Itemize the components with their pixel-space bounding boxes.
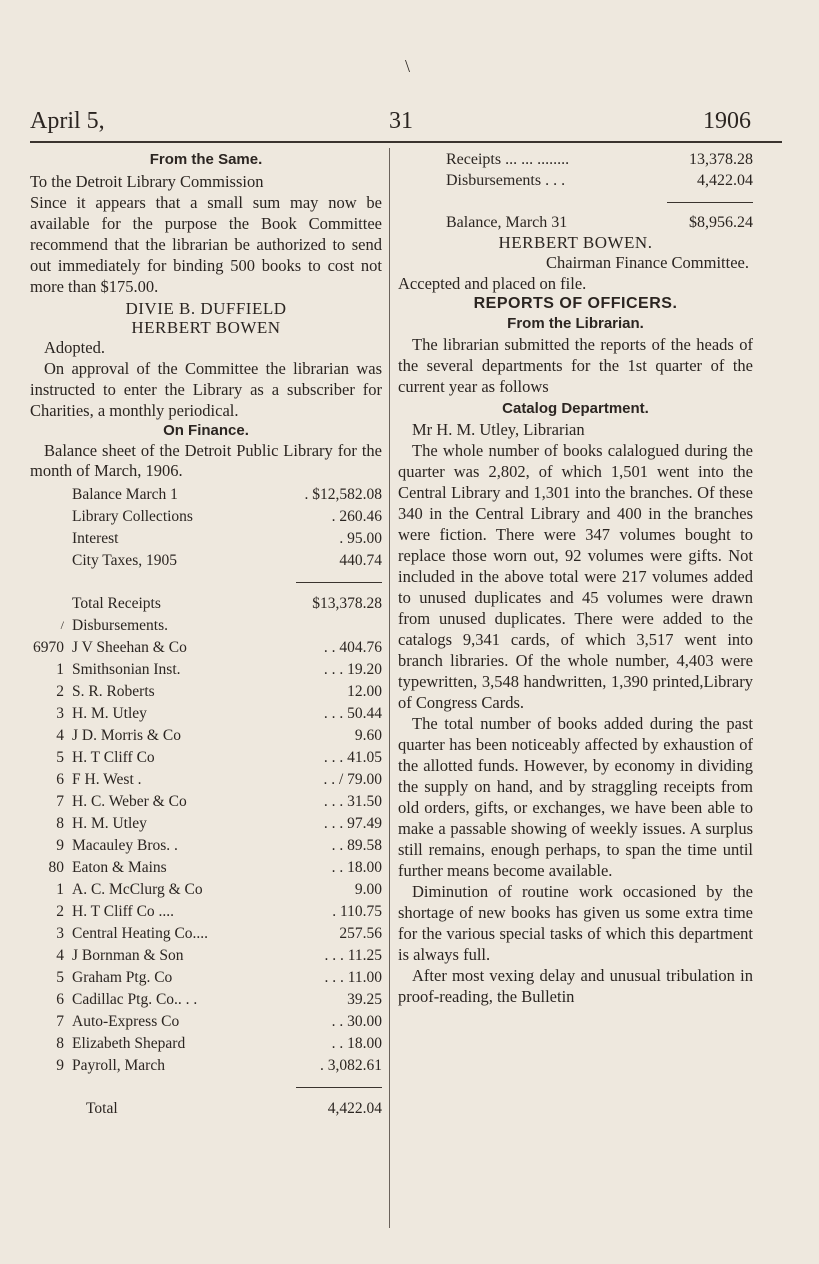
disbursement-row: [30, 834, 382, 856]
payee-name: Payroll, March: [72, 1056, 165, 1074]
amount: . . 18.00: [331, 858, 382, 876]
total-receipts-label: Total Receipts: [72, 594, 161, 612]
disbursement-row: [30, 702, 382, 724]
amount: 9.60: [354, 726, 382, 744]
payee-name: H. T Cliff Co ....: [72, 902, 175, 920]
payee-name: Elizabeth Shepard: [72, 1034, 186, 1052]
routine-paragraph: Diminution of routine work occasioned by the shortage of new books has given us some extra time for the various special tasks of which this department is always full.: [398, 882, 753, 964]
disbursement-row: [30, 658, 382, 680]
amount: . 110.75: [332, 902, 382, 920]
voucher-number: 2: [56, 902, 64, 920]
disbursement-row: [30, 790, 382, 812]
amount: . . . 11.00: [324, 968, 382, 986]
receipts-table: [30, 483, 382, 1119]
total-receipts-row: [30, 592, 382, 614]
left-column: [30, 148, 382, 1119]
voucher-number: 80: [48, 858, 64, 876]
voucher-number: 7: [56, 792, 64, 810]
voucher-number: 3: [56, 704, 64, 722]
voucher-number: 1: [56, 660, 64, 678]
payee-name: Auto-Express Co: [72, 1012, 180, 1030]
payee-name: H. M. Utley: [72, 704, 147, 722]
payee-name: H. C. Weber & Co: [72, 792, 187, 810]
disbursement-row: [30, 724, 382, 746]
voucher-number: 4: [56, 726, 64, 744]
amount: . . / 79.00: [323, 770, 382, 788]
summary-balance-label: Balance, March 31: [446, 214, 568, 231]
disbursements-label: Disbursements.: [72, 616, 169, 634]
amount: . 95.00: [339, 529, 382, 547]
column-divider: [389, 148, 390, 1228]
amount: . . . 19.20: [323, 660, 382, 678]
addressee-line: To the Detroit Library Commission: [30, 172, 264, 191]
summary-receipts-amount: 13,378.28: [689, 151, 753, 168]
payee-name: H. M. Utley: [72, 814, 147, 832]
amount: . 3,082.61: [320, 1056, 382, 1074]
librarian-intro: The librarian submitted the reports of the heads of the several departments for the 1st quarter of the current year as follows: [398, 335, 753, 396]
receipt-label: Library Collections: [72, 507, 193, 525]
receipt-label: City Taxes, 1905: [72, 551, 177, 569]
total-receipts-amount: $13,378.28: [312, 594, 382, 612]
voucher-number: 4: [56, 946, 64, 964]
signature-bowen-finance: HERBERT BOWEN.: [498, 233, 653, 252]
disbursement-row: [30, 966, 382, 988]
heading-catalog-department: Catalog Department.: [502, 400, 649, 417]
sum-rule: [667, 202, 753, 203]
stray-mark: \: [405, 56, 411, 76]
chairman-line: Chairman Finance Committee.: [546, 253, 749, 272]
disbursement-row: [30, 1010, 382, 1032]
sum-rule: [296, 582, 382, 583]
amount: 39.25: [347, 990, 382, 1008]
summary-balance-amount: $8,956.24: [689, 214, 753, 231]
adopted-line: Adopted.: [44, 338, 105, 357]
voucher-number: 6: [56, 990, 64, 1008]
amount: . 260.46: [331, 507, 382, 525]
total-amount: 4,422.04: [327, 1099, 382, 1117]
disbursement-row: [30, 768, 382, 790]
balance-intro: Balance sheet of the Detroit Public Library for the month of March, 1906.: [30, 441, 382, 480]
amount: . . . 50.44: [323, 704, 382, 722]
total-label: Total: [86, 1099, 118, 1117]
summary-receipts-label: Receipts ... ... ........: [446, 151, 570, 168]
salutation-line: Mr H. M. Utley, Librarian: [412, 420, 585, 439]
amount: 257.56: [339, 924, 382, 942]
summary-balance-row: [398, 212, 753, 233]
amount: . . 18.00: [331, 1034, 382, 1052]
amount: 440.74: [339, 551, 382, 569]
voucher-number: 6970: [33, 638, 64, 656]
heading-from-same: From the Same.: [149, 151, 263, 168]
voucher-number: 3: [56, 924, 64, 942]
bulletin-paragraph: After most vexing delay and unusual tribulation in proof-reading, the Bulletin: [398, 966, 753, 1006]
amount: . . . 11.25: [324, 946, 382, 964]
amount: . . 89.58: [331, 836, 382, 854]
voucher-number: 9: [56, 836, 64, 854]
receipt-row: [30, 527, 382, 549]
header-date: April 5,: [30, 108, 105, 134]
disbursement-row: [30, 812, 382, 834]
disbursement-row: [30, 636, 382, 658]
disbursement-row: [30, 900, 382, 922]
voucher-number: 5: [56, 968, 64, 986]
payee-name: Cadillac Ptg. Co.. . .: [72, 990, 198, 1008]
funds-paragraph: The total number of books added during the past quarter has been noticeably affected by exhaustion of the allotted funds. However, by economy in dividing the supply on hand, and by straggling receipts from old orders, gifts, or exchanges, we have been able to make a passable showing of weekly issues. A surplus still remains, enough perhaps, to span the time until further means become available.: [398, 714, 753, 880]
voucher-number: 9: [56, 1056, 64, 1074]
amount: . . . 97.49: [323, 814, 382, 832]
disbursement-row: [30, 856, 382, 878]
amount: 9.00: [354, 880, 382, 898]
receipt-row: [30, 549, 382, 571]
binding-paragraph: Since it appears that a small sum may now be available for the purpose the Book Committee recommend that the librarian be authorized to send out immediately for binding 500 books to cost not more than $175.00.: [30, 193, 382, 296]
payee-name: J D. Morris & Co: [72, 726, 181, 744]
page-number: 31: [389, 108, 413, 134]
periodical-paragraph: On approval of the Committee the librarian was instructed to enter the Library as a subscriber for Charities, a monthly periodical.: [30, 359, 382, 420]
signature-bowen: HERBERT BOWEN: [131, 318, 281, 337]
total-row: [30, 1097, 382, 1119]
voucher-number: 8: [56, 1034, 64, 1052]
disbursement-row: [30, 1054, 382, 1076]
disbursement-row: [30, 746, 382, 768]
summary-table: [398, 149, 753, 233]
voucher-number: 7: [56, 1012, 64, 1030]
heading-on-finance: On Finance.: [163, 422, 249, 439]
catalog-paragraph: The whole number of books calalogued during the quarter was 2,802, of which 1,501 went into the Central Library and 1,301 into the branches. Of these 340 in the Central Library and 400 in the branches were fiction. There were 347 volumes bought to replace those worn out, 92 volumes were gifts. Not included in the above total were 217 volumes added to unused duplicates and 45 volumes were drawn from unused duplicates. There were added to the catalogs 9,341 cards, of which 3,517 went into branch libraries. Of the whole number, 4,403 were typewritten, 3,548 handwritten, 1,390 printed,Library of Congress Cards.: [398, 441, 753, 712]
voucher-number: 8: [56, 814, 64, 832]
signature-duffield: DIVIE B. DUFFIELD: [125, 299, 287, 318]
voucher-number: 6: [56, 770, 64, 788]
amount: . . . 41.05: [323, 748, 382, 766]
right-column: [398, 148, 753, 1007]
payee-name: Graham Ptg. Co: [72, 968, 173, 986]
summary-disb-amount: 4,422.04: [697, 172, 753, 189]
disbursement-row: [30, 922, 382, 944]
payee-name: S. R. Roberts: [72, 682, 155, 700]
accepted-line: Accepted and placed on file.: [398, 274, 587, 293]
disbursement-row: [30, 1032, 382, 1054]
heading-reports: REPORTS OF OFFICERS.: [473, 295, 678, 312]
amount: . . . 31.50: [323, 792, 382, 810]
receipt-label: Interest: [72, 529, 119, 547]
payee-name: F H. West .: [72, 770, 142, 788]
summary-receipts-row: [398, 149, 753, 170]
payee-name: Smithsonian Inst.: [72, 660, 181, 678]
payee-name: Eaton & Mains: [72, 858, 167, 876]
header-year: 1906: [703, 108, 751, 134]
amount: . . 30.00: [331, 1012, 382, 1030]
payee-name: J V Sheehan & Co: [72, 638, 187, 656]
summary-disb-row: [398, 170, 753, 191]
receipt-label: Balance March 1: [72, 485, 178, 503]
amount: . $12,582.08: [304, 485, 382, 503]
disbursement-row: [30, 944, 382, 966]
voucher-number: 2: [56, 682, 64, 700]
disbursement-row: [30, 988, 382, 1010]
payee-name: Central Heating Co....: [72, 924, 209, 942]
payee-name: A. C. McClurg & Co: [72, 880, 203, 898]
disbursement-row: [30, 680, 382, 702]
disbursements-heading-row: [30, 614, 382, 636]
margin-mark: /: [60, 617, 64, 632]
payee-name: Macauley Bros. .: [72, 836, 178, 854]
payee-name: H. T Cliff Co: [72, 748, 155, 766]
header-rule: [30, 141, 782, 143]
summary-disb-label: Disbursements . . .: [446, 172, 566, 189]
amount: 12.00: [347, 682, 382, 700]
payee-name: J Bornman & Son: [72, 946, 184, 964]
sum-rule: [296, 1087, 382, 1088]
voucher-number: 5: [56, 748, 64, 766]
amount: . . 404.76: [323, 638, 382, 656]
receipt-row: [30, 483, 382, 505]
heading-from-librarian: From the Librarian.: [507, 315, 644, 332]
receipt-row: [30, 505, 382, 527]
disbursement-row: [30, 878, 382, 900]
voucher-number: 1: [56, 880, 64, 898]
